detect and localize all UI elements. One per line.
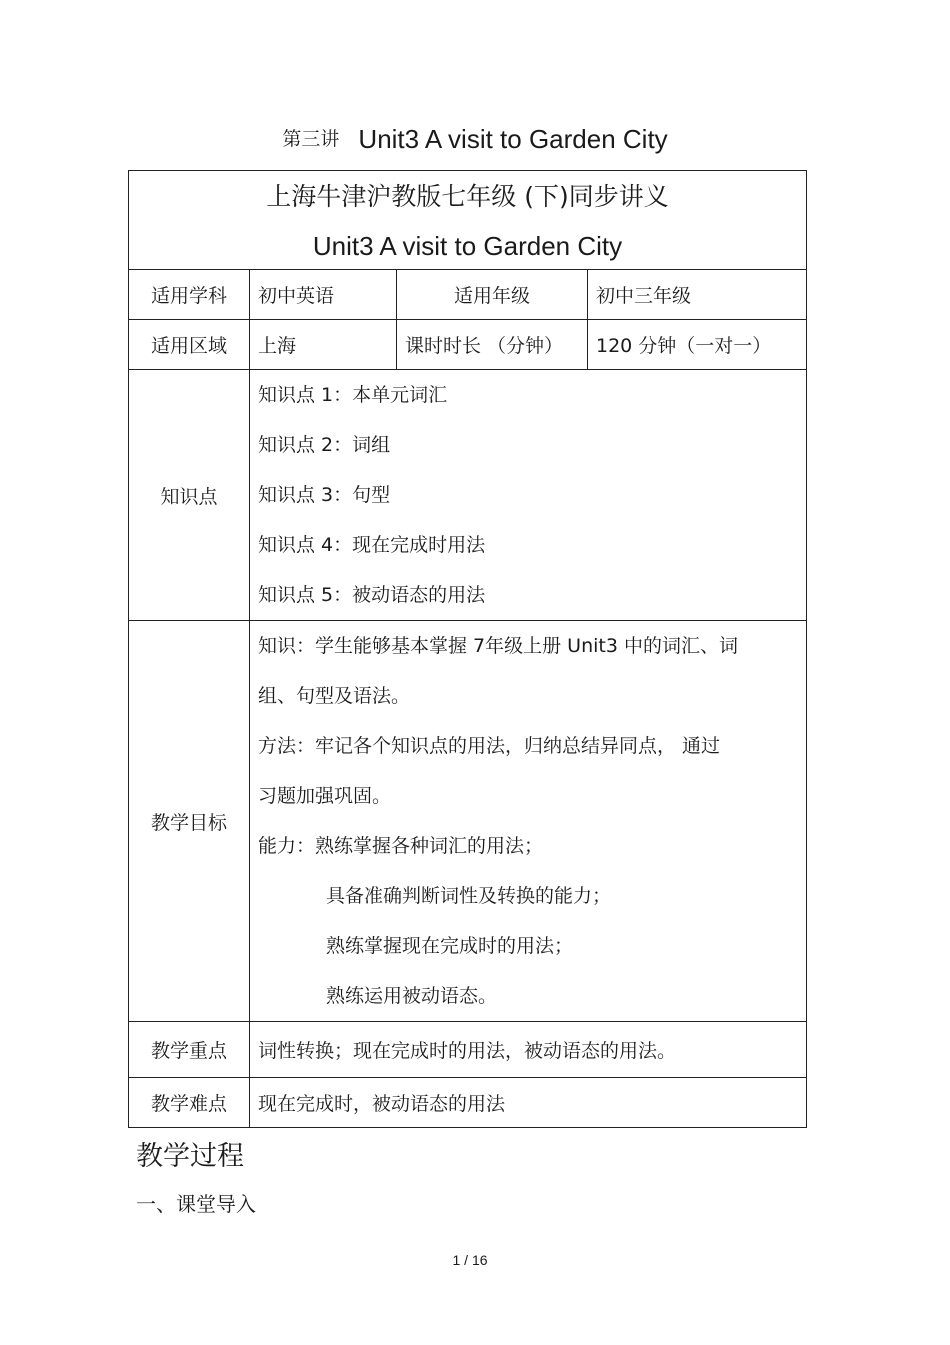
goal-line: 熟练掌握现在完成时的用法； — [326, 935, 574, 957]
section-subheading: 一、课堂导入 — [136, 1192, 256, 1216]
goal-line: 习题加强巩固。 — [258, 785, 392, 807]
list-item: 知识点 5：被动语态的用法 — [258, 584, 486, 606]
goal-line: 知识：学生能够基本掌握 7年级上册 Unit3 中的词汇、词 — [258, 635, 738, 657]
table-row — [129, 320, 807, 370]
subject-value: 初中英语 — [250, 270, 397, 320]
table-row — [129, 621, 807, 1022]
difficulty-value: 现在完成时，被动语态的用法 — [250, 1078, 807, 1128]
table-title-chinese: 上海牛津沪教版七年级 (下)同步讲义 — [266, 182, 669, 211]
lecture-number: 第三讲 — [282, 128, 340, 150]
focus-value: 词性转换；现在完成时的用法，被动语态的用法。 — [250, 1022, 807, 1078]
subject-label: 适用学科 — [129, 270, 250, 320]
goal-line: 能力：熟练掌握各种词汇的用法； — [258, 835, 544, 857]
course-info-table — [128, 170, 807, 1128]
goals-label: 教学目标 — [129, 621, 250, 1022]
duration-value: 120 分钟（一对一） — [588, 320, 807, 370]
goal-line: 熟练运用被动语态。 — [326, 985, 498, 1007]
region-label: 适用区域 — [129, 320, 250, 370]
table-title-english: Unit3 A visit to Garden City — [312, 231, 623, 261]
document-title: Unit3 A visit to Garden City — [358, 124, 668, 154]
list-item: 知识点 1：本单元词汇 — [258, 384, 448, 406]
table-row — [129, 1022, 807, 1078]
list-item: 知识点 3：句型 — [258, 484, 391, 506]
goals-text — [250, 621, 807, 1022]
knowledge-label: 知识点 — [129, 370, 250, 621]
table-title-cell — [129, 171, 807, 270]
page-number: 1 / 16 — [452, 1252, 488, 1268]
region-value: 上海 — [250, 320, 397, 370]
table-row — [129, 370, 807, 621]
focus-label: 教学重点 — [129, 1022, 250, 1078]
difficulty-label: 教学难点 — [129, 1078, 250, 1128]
document-heading — [0, 124, 950, 155]
grade-value: 初中三年级 — [588, 270, 807, 320]
table-row — [129, 1078, 807, 1128]
list-item: 知识点 2：词组 — [258, 434, 391, 456]
grade-label: 适用年级 — [397, 270, 588, 320]
list-item: 知识点 4：现在完成时用法 — [258, 534, 486, 556]
goal-line: 组、句型及语法。 — [258, 685, 411, 707]
table-row — [129, 270, 807, 320]
goal-line: 具备准确判断词性及转换的能力； — [326, 885, 612, 907]
goal-line: 方法：牢记各个知识点的用法，归纳总结异同点， 通过 — [258, 735, 721, 757]
duration-label: 课时时长 （分钟） — [397, 320, 588, 370]
section-heading: 教学过程 — [136, 1141, 244, 1172]
knowledge-list — [250, 370, 807, 621]
